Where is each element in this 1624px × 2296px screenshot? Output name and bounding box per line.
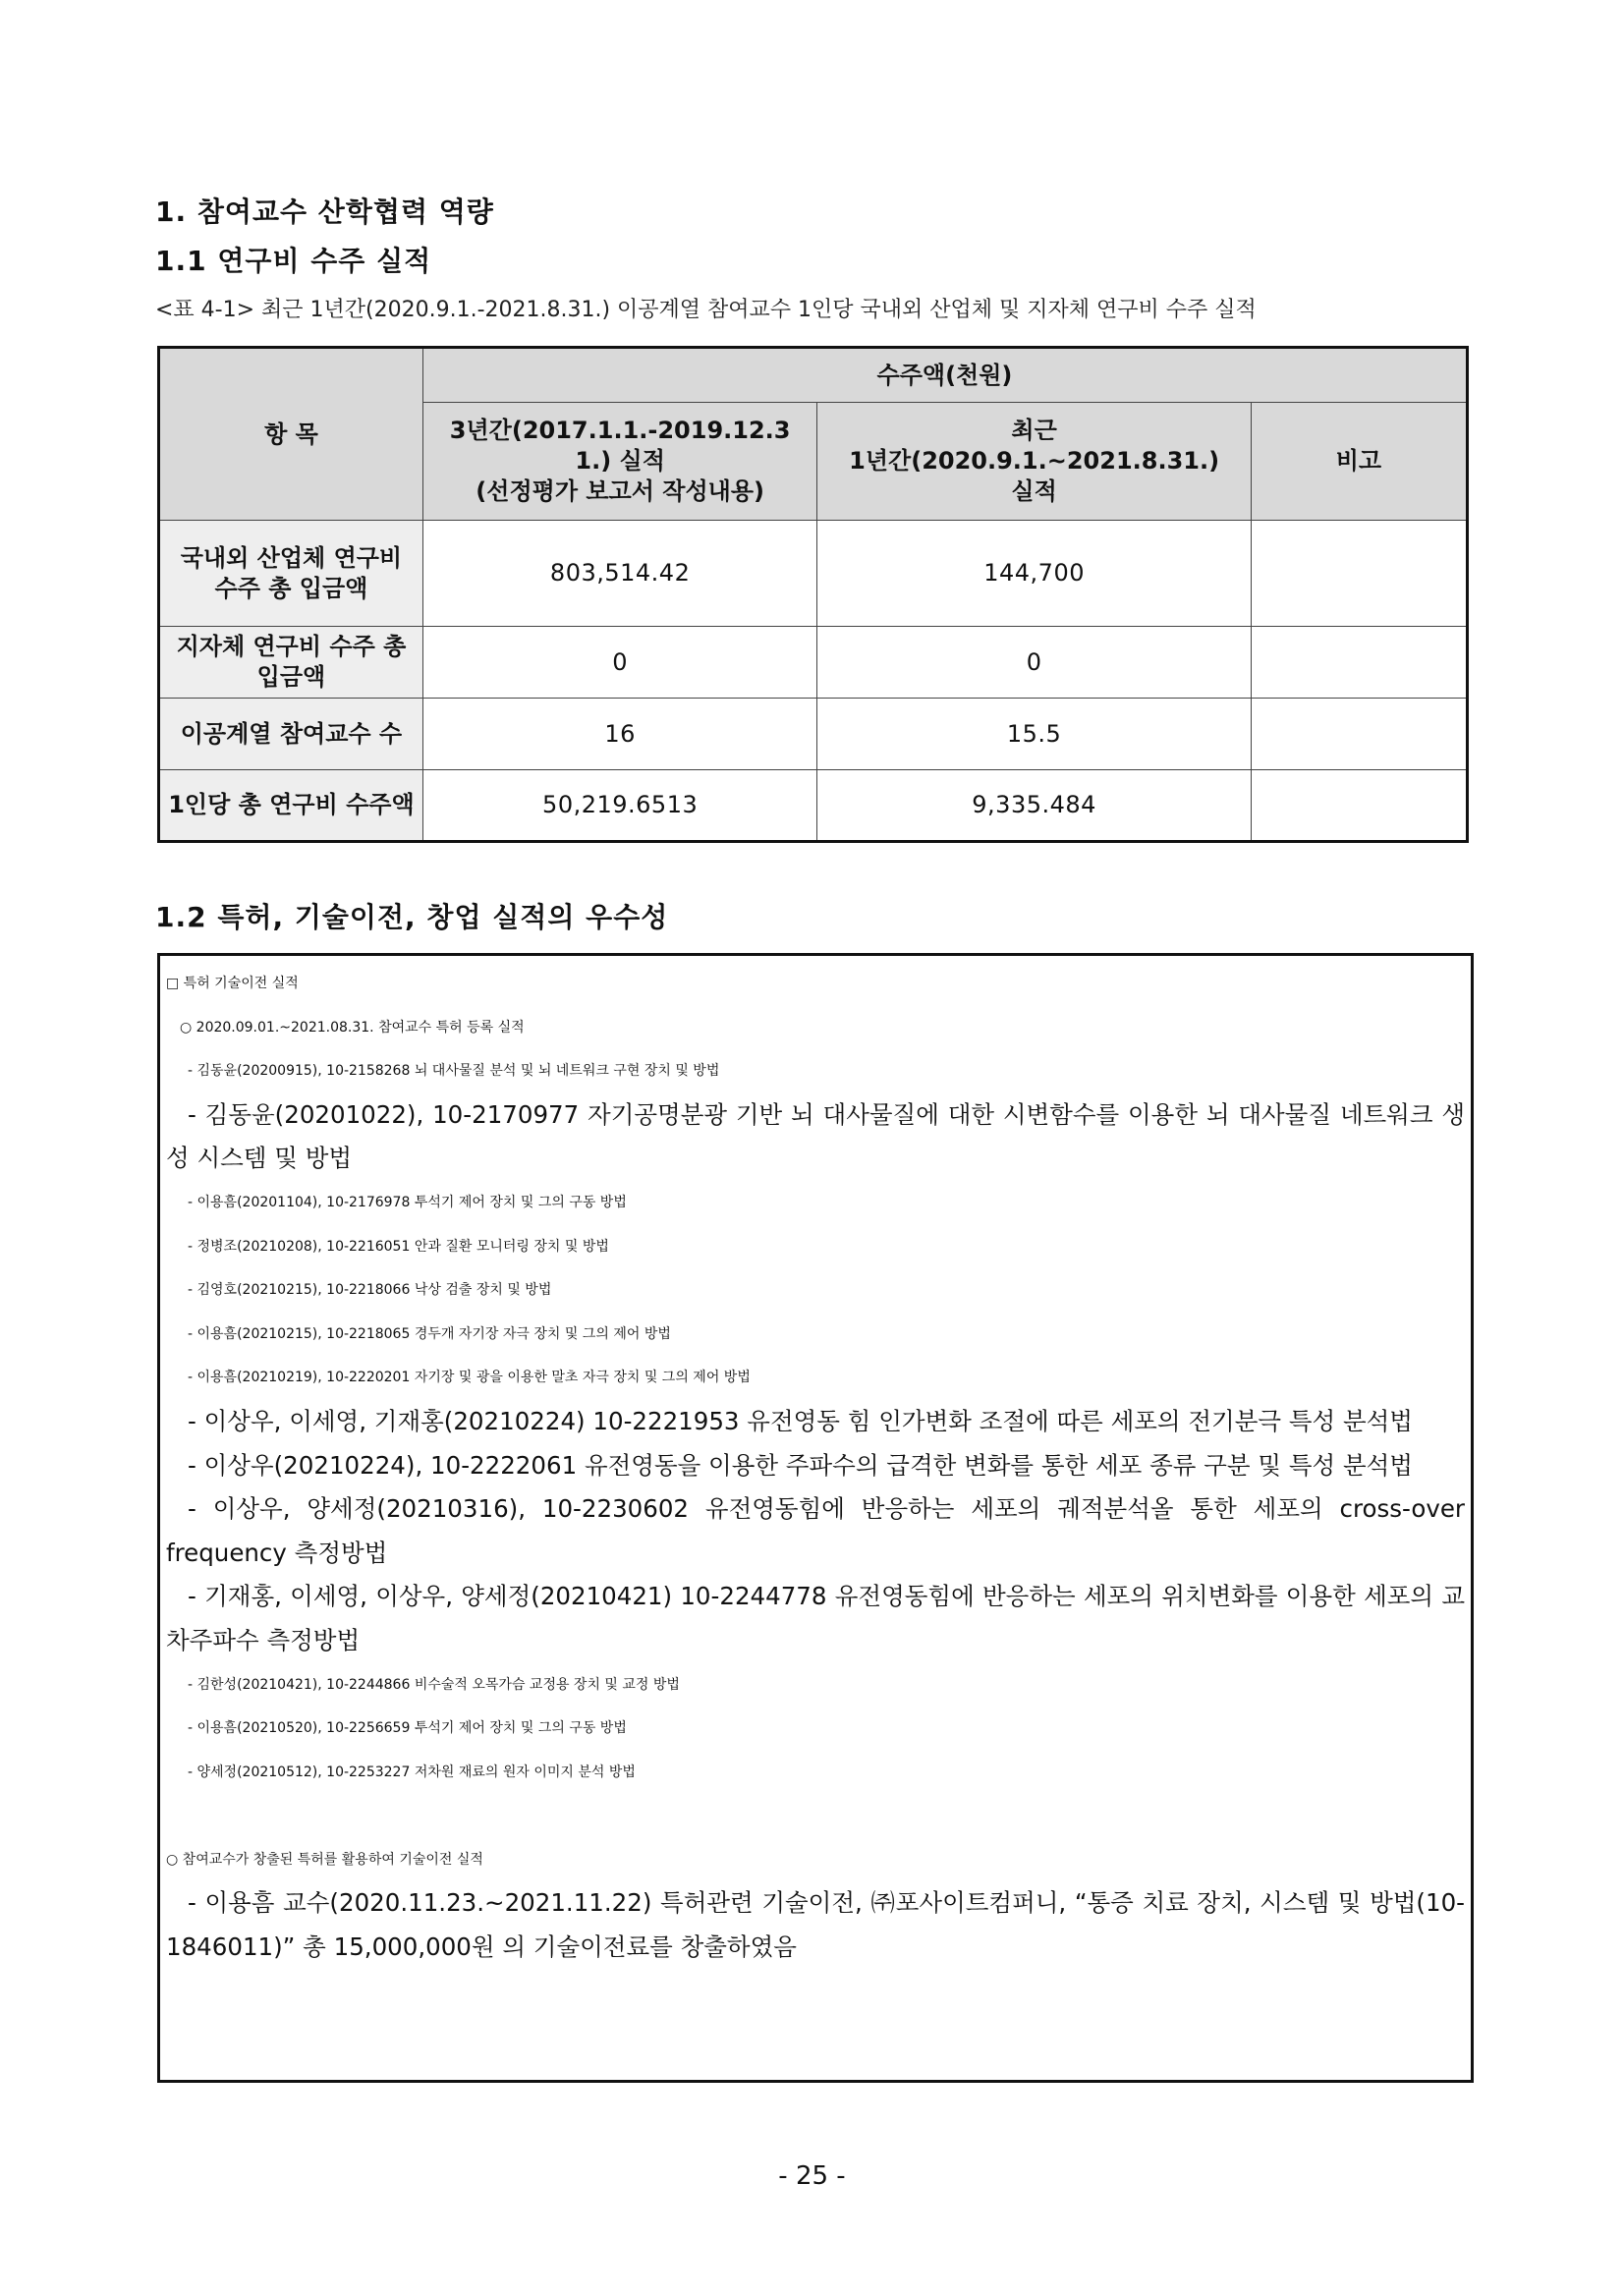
research-funding-table xyxy=(157,346,1469,843)
cell-note xyxy=(1251,699,1467,770)
cell-1year: 0 xyxy=(817,627,1251,699)
cell-1year: 9,335.484 xyxy=(817,770,1251,842)
list-item: - 김동윤(20200915), 10-2158268 뇌 대사물질 분석 및 뇌 네트워크 구현 장치 및 방법 xyxy=(188,1063,720,1080)
list-item: - 이용흠(20210219), 10-2220201 자기장 및 광을 이용한 말초 자극 장치 및 그의 제어 방법 xyxy=(188,1370,751,1386)
page-number: - 25 - xyxy=(778,2161,846,2191)
list-item: - 김영호(20210215), 10-2218066 낙상 검출 장치 및 방법 xyxy=(188,1282,552,1299)
box-heading: □ 특허 기술이전 실적 xyxy=(166,976,299,991)
header-item: 항 목 xyxy=(159,348,423,521)
row-label: 이공계열 참여교수 수 xyxy=(159,699,423,770)
header-recent-1year: 최근 1년간(2020.9.1.~2021.8.31.) 실적 xyxy=(817,403,1251,521)
patent-list-heading: ○ 2020.09.01.~2021.08.31. 참여교수 특허 등록 실적 xyxy=(180,1019,525,1036)
cell-3year: 50,219.6513 xyxy=(422,770,817,842)
row-label: 지자체 연구비 수주 총 입금액 xyxy=(159,627,423,699)
list-item: - 이용흠(20210215), 10-2218065 경두개 자기장 자극 장치 및 그의 제어 방법 xyxy=(188,1325,671,1342)
row-label: 1인당 총 연구비 수주액 xyxy=(159,770,423,842)
header-3year: 3년간(2017.1.1.-2019.12.3 1.) 실적 (선정평가 보고서 작성내용) xyxy=(422,403,817,521)
list-item: - 양세정(20210512), 10-2253227 저차원 재료의 원자 이미지 분석 방법 xyxy=(188,1764,636,1780)
cell-1year: 15.5 xyxy=(817,699,1251,770)
list-item: - 김한성(20210421), 10-2244866 비수술적 오목가슴 교정용 장치 및 교정 방법 xyxy=(188,1676,680,1693)
list-item: - 이용흠(20201104), 10-2176978 투석기 제어 장치 및 그의 구동 방법 xyxy=(188,1194,627,1210)
transfer-text: - 이용흠 교수(2020.11.23.~2021.11.22) 특허관련 기술이전, ㈜포사이트컴퍼니, “통증 치료 장치, 시스템 및 방법(10-1846011)” 총 15,000,000원 의 기술이전료를 창출하였음 xyxy=(166,1888,1465,1962)
table-row xyxy=(159,521,1468,627)
patent-list xyxy=(166,1049,1465,1794)
cell-3year: 803,514.42 xyxy=(422,521,817,627)
list-item: - 정병조(20210208), 10-2216051 안과 질환 모니터링 장치 및 방법 xyxy=(188,1238,609,1255)
cell-3year: 16 xyxy=(422,699,817,770)
cell-note xyxy=(1251,627,1467,699)
subsection-title-patents: 1.2 특허, 기술이전, 창업 실적의 우수성 xyxy=(155,901,669,933)
table-caption: <표 4-1> 최근 1년간(2020.9.1.-2021.8.31.) 이공계열 참여교수 1인당 국내외 산업체 및 지자체 연구비 수주 실적 xyxy=(155,298,1257,322)
cell-3year: 0 xyxy=(422,627,817,699)
table-row xyxy=(159,627,1468,699)
subsection-title-research-funding: 1.1 연구비 수주 실적 xyxy=(155,245,432,277)
list-item: - 김동윤(20201022), 10-2170977 자기공명분광 기반 뇌 대사물질에 대한 시변함수를 이용한 뇌 대사물질 네트워크 생성 시스템 및 방법 xyxy=(166,1099,1465,1173)
cell-1year: 144,700 xyxy=(817,521,1251,627)
list-item: - 이상우, 이세영, 기재홍(20210224) 10-2221953 유전영동 힘 인가변화 조절에 따른 세포의 전기분극 특성 분석법 xyxy=(188,1406,1413,1435)
spacer xyxy=(166,1794,1465,1838)
transfer-heading: ○ 참여교수가 창출된 특허를 활용하여 기술이전 실적 xyxy=(166,1851,483,1868)
row-label: 국내외 산업체 연구비 수주 총 입금액 xyxy=(159,521,423,627)
header-note: 비고 xyxy=(1251,403,1467,521)
list-item: - 기재홍, 이세영, 이상우, 양세정(20210421) 10-2244778 유전영동힘에 반응하는 세포의 위치변화를 이용한 세포의 교차주파수 측정방법 xyxy=(166,1582,1465,1654)
list-item: - 이상우(20210224), 10-2222061 유전영동을 이용한 주파수의 급격한 변화를 통한 세포 종류 구분 및 특성 분석법 xyxy=(188,1450,1413,1480)
table-row xyxy=(159,770,1468,842)
cell-note xyxy=(1251,770,1467,842)
patent-transfer-box xyxy=(157,953,1474,2083)
list-item: - 이용흠(20210520), 10-2256659 투석기 제어 장치 및 그의 구동 방법 xyxy=(188,1720,627,1737)
cell-note xyxy=(1251,521,1467,627)
list-item: - 이상우, 양세정(20210316), 10-2230602 유전영동힘에 반응하는 세포의 궤적분석올 통한 세포의 cross-over frequency 측정방법 xyxy=(166,1494,1465,1567)
header-amount-group: 수주액(천원) xyxy=(422,348,1467,403)
section-title: 1. 참여교수 산학협력 역량 xyxy=(155,196,494,228)
table-row xyxy=(159,699,1468,770)
